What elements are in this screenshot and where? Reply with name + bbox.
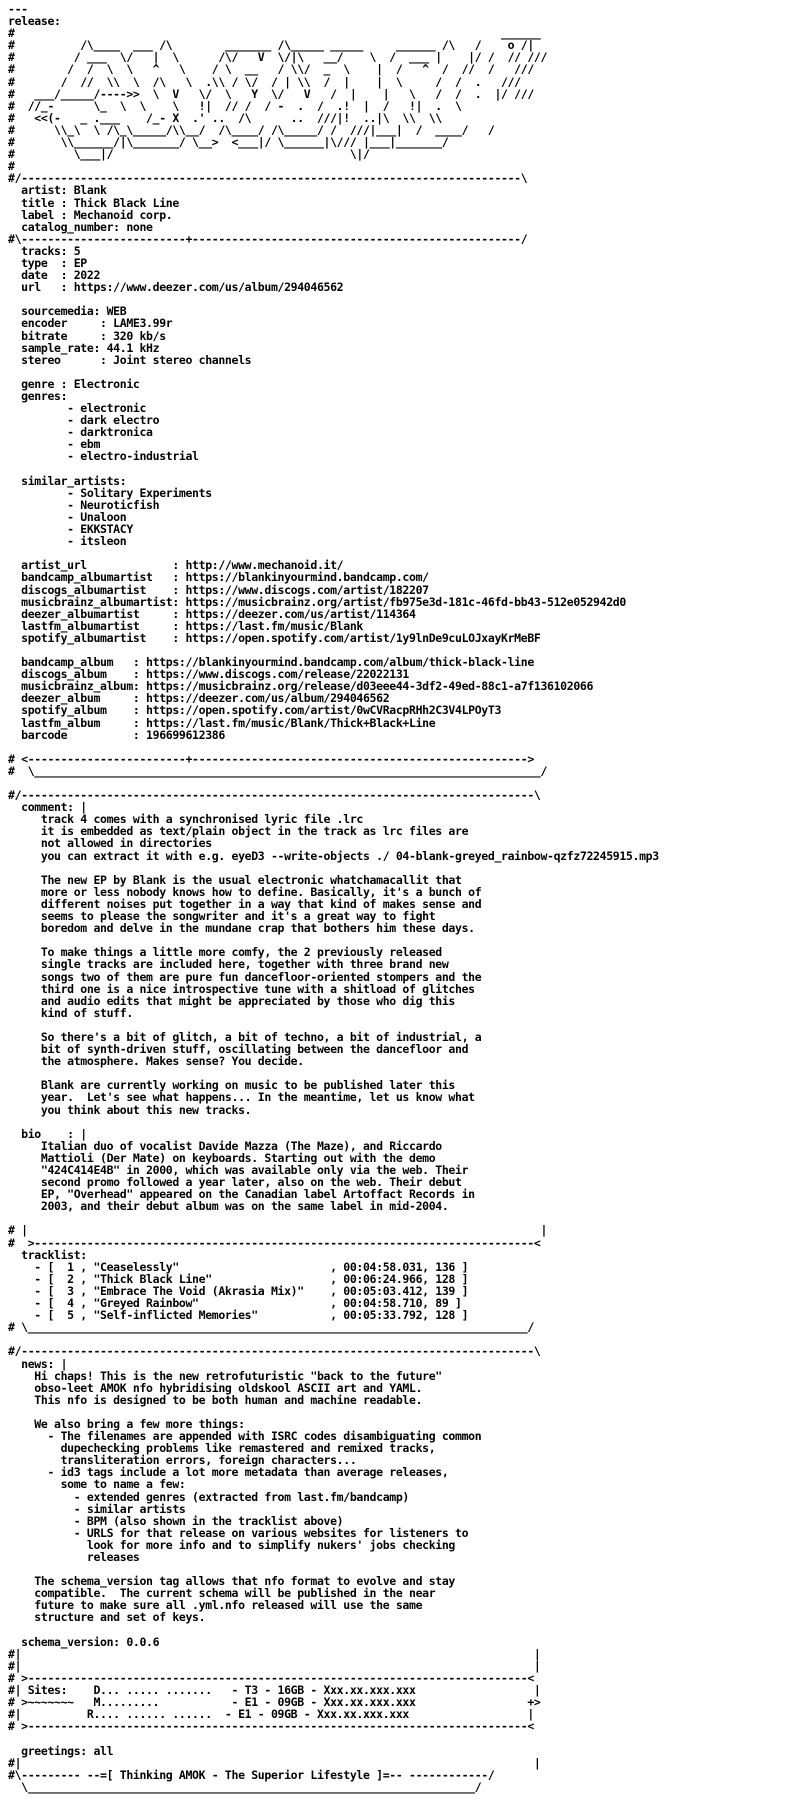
nfo-line: - similar artists xyxy=(8,1501,186,1516)
nfo-line: - darktronica xyxy=(8,425,153,440)
nfo-line: To make things a little more comfy, the 2 previously released xyxy=(8,945,442,960)
nfo-line: bandcamp_album : https://blankinyourmind.bandcamp.com/album/thick-black-line xyxy=(8,655,534,670)
nfo-line: #| | xyxy=(8,1755,541,1770)
nfo-line: - EKKSTACY xyxy=(8,522,133,537)
nfo-line: structure and set of keys. xyxy=(8,1610,206,1625)
nfo-line: musicbrainz_albumartist: https://musicbrainz.org/artist/fb975e3d-181c-46fd-bb43-512e052942d0 xyxy=(8,594,626,609)
nfo-line: The new EP by Blank is the usual electronic whatchamacallit that xyxy=(8,872,462,887)
nfo-line: - extended genres (extracted from last.fm/bandcamp) xyxy=(8,1489,409,1504)
nfo-line: - [ 3 , "Embrace The Void (Akrasia Mix)" , 00:05:03.412, 139 ] xyxy=(8,1283,469,1298)
nfo-line: deezer_albumartist : https://deezer.com/us/artist/114364 xyxy=(8,606,416,621)
nfo-line: #/----------------------------------------------------------------------------\ xyxy=(8,171,528,186)
nfo-line: compatible. The current schema will be published in the near xyxy=(8,1586,436,1601)
nfo-line: # / // \\ \ /\ \ .\\ / \/ / | \\ / | | \ / / . /// xyxy=(8,74,521,89)
nfo-line: - [ 5 , "Self-inflicted Memories" , 00:05:33.792, 128 ] xyxy=(8,1308,469,1323)
nfo-line: We also bring a few more things: xyxy=(8,1416,245,1431)
nfo-line: - [ 2 , "Thick Black Line" , 00:06:24.966, 128 ] xyxy=(8,1271,469,1286)
nfo-line: # ______ xyxy=(8,26,541,41)
nfo-line: type : EP xyxy=(8,255,87,270)
nfo-line: releases xyxy=(8,1550,140,1564)
nfo-line: - Unaloon xyxy=(8,509,127,524)
nfo-line: Blank are currently working on music to be published later this xyxy=(8,1078,456,1093)
nfo-line: - id3 tags include a lot more metadata than average releases, xyxy=(8,1465,449,1480)
nfo-line: comment: | xyxy=(8,800,87,815)
nfo-line: genre : Electronic xyxy=(8,376,140,391)
nfo-line: spotify_albumartist : https://open.spotify.com/artist/1y9lnDe9cuLOJxayKrMeBF xyxy=(8,630,541,645)
nfo-line xyxy=(8,1116,808,1128)
nfo-line: single tracks are included here, together with three brand new xyxy=(8,957,449,972)
nfo-line: # /\____ ___ /\ _______ /\_____ _____ ______ /\ / o /| xyxy=(8,38,534,53)
nfo-line: deezer_album : https://deezer.com/us/album/294046562 xyxy=(8,691,390,706)
nfo-line: discogs_albumartist : https://www.discogs.com/artist/182207 xyxy=(8,582,429,597)
nfo-line: obso-leet AMOK nfo hybridising oldskool ASCII art and YAML. xyxy=(8,1380,423,1395)
nfo-line: year. Let's see what happens... In the meantime, let us know what xyxy=(8,1090,475,1105)
nfo-line xyxy=(8,862,808,874)
nfo-line: artist_url : http://www.mechanoid.it/ xyxy=(8,558,344,573)
nfo-line: label : Mechanoid corp. xyxy=(8,207,173,222)
nfo-line: more or less nobody knows how to define. Basically, it's a bunch of xyxy=(8,884,482,899)
nfo-line: #/------------------------------------------------------------------------------\ xyxy=(8,788,541,803)
nfo-line: sourcemedia: WEB xyxy=(8,304,127,319)
nfo-line: #/------------------------------------------------------------------------------\ xyxy=(8,1344,541,1359)
nfo-line: #| Sites: D... ..... ....... - T3 - 16GB - Xxx.xx.xxx.xxx | xyxy=(8,1683,541,1698)
nfo-line: So there's a bit of glitch, a bit of techno, a bit of industrial, a xyxy=(8,1029,482,1044)
nfo-line: - [ 1 , "Ceaselessly" , 00:04:58.031, 136 ] xyxy=(8,1259,469,1274)
nfo-line: musicbrainz_album: https://musicbrainz.org/release/d03eee44-3df2-49ed-88c1-a7f136102066 xyxy=(8,679,594,694)
nfo-line xyxy=(8,1732,808,1744)
nfo-line: news: | xyxy=(8,1356,68,1371)
nfo-line: seems to please the songwriter and it's a great way to fight xyxy=(8,909,436,924)
nfo-line: different noises put together in a way that kind of makes sense and xyxy=(8,896,482,911)
nfo-line: - [ 4 , "Greyed Rainbow" , 00:04:58.710, 89 ] xyxy=(8,1296,462,1311)
nfo-line: the atmosphere. Makes sense? You decide. xyxy=(8,1054,304,1069)
nfo-line: bandcamp_albumartist : https://blankinyourmind.bandcamp.com/ xyxy=(8,570,429,585)
nfo-line: - Solitary Experiments xyxy=(8,485,212,500)
nfo-line: # >----------------------------------------------------------------------------< xyxy=(8,1670,534,1685)
nfo-line: # <<(- _ .___ /_- X .' .. /\ .. ///|! ..|\ \\ \\ xyxy=(8,110,442,125)
nfo-line: # ___/_____/---->> \ V \/ \ Y \/ V / | | \ / / . |/ /// xyxy=(8,86,534,101)
nfo-line: tracklist: xyxy=(8,1247,87,1262)
nfo-line: discogs_album : https://www.discogs.com/release/22022131 xyxy=(8,667,409,682)
nfo-line: # xyxy=(8,159,15,174)
nfo-line: # >----------------------------------------------------------------------------< xyxy=(8,1235,541,1250)
nfo-line: # | | xyxy=(8,1223,548,1238)
nfo-line: - dark electro xyxy=(8,413,160,428)
nfo-line: EP, "Overhead" appeared on the Canadian label Artoffact Records in xyxy=(8,1187,475,1202)
nfo-line: bit of synth-driven stuff, oscillating between the dancefloor and xyxy=(8,1042,469,1057)
nfo-line: #\--------- --=[ Thinking AMOK - The Superior Lifestyle ]=-- ------------/ xyxy=(8,1767,495,1782)
nfo-line: third one is a nice introspective tune with a shitload of glitches xyxy=(8,981,475,996)
nfo-line: genres: xyxy=(8,389,68,403)
nfo-line: artist: Blank xyxy=(8,183,107,198)
nfo-line: - The filenames are appended with ISRC codes disambiguating common xyxy=(8,1429,482,1444)
nfo-line: - electro-industrial xyxy=(8,449,199,464)
nfo-line: # \_____________________________________________________________________________/ xyxy=(8,763,548,778)
nfo-line xyxy=(8,293,808,305)
nfo-line: # / / \ \ ^ \ / \ __ / \\/ _ \ | / ^ / // / /// xyxy=(8,62,534,77)
nfo-line: # \____________________________________________________________________________/ xyxy=(8,1320,534,1335)
nfo-line: # \___|/ \|/ xyxy=(8,147,370,162)
nfo-line: - electronic xyxy=(8,401,147,416)
nfo-line: transliteration errors, foreign characters... xyxy=(8,1453,357,1468)
nfo-line: and audio edits that might be appreciated by those who dig this xyxy=(8,993,456,1008)
nfo-line: tracks: 5 xyxy=(8,243,81,258)
nfo-line: schema_version: 0.0.6 xyxy=(8,1634,160,1649)
nfo-line xyxy=(8,1624,808,1636)
nfo-line: \____________________________________________________________________/ xyxy=(8,1779,482,1794)
nfo-line: #| | xyxy=(8,1658,541,1673)
nfo-line: # \\_\ \ /\_\_____/\\__/ /\____/ /\_____/ / ///|___| / ____/ / xyxy=(8,122,495,137)
nfo-line: it is embedded as text/plain object in the track as lrc files are xyxy=(8,824,469,839)
nfo-line: --- xyxy=(8,2,28,16)
nfo-line: future to make sure all .yml.nfo released will use the same xyxy=(8,1598,423,1613)
nfo-line: # >----------------------------------------------------------------------------< xyxy=(8,1719,534,1734)
nfo-line: Hi chaps! This is the new retrofuturistic "back to the future" xyxy=(8,1368,442,1383)
nfo-line: boredom and delve in the mundane crap that bothers him these days. xyxy=(8,921,475,936)
nfo-line: lastfm_albumartist : https://last.fm/music/Blank xyxy=(8,618,363,633)
nfo-line: songs two of them are pure fun dancefloor-oriented stompers and the xyxy=(8,969,482,984)
nfo-line: 2003, and their debut album was on the same label in mid-2004. xyxy=(8,1199,449,1214)
nfo-line: track 4 comes with a synchronised lyric file .lrc xyxy=(8,812,363,827)
nfo-line: encoder : LAME3.99r xyxy=(8,316,173,331)
nfo-line: not allowed in directories xyxy=(8,836,212,851)
nfo-line: - itsleon xyxy=(8,534,127,549)
nfo-line: - URLS for that release on various websites for listeners to xyxy=(8,1525,469,1540)
nfo-line: spotify_album : https://open.spotify.com/artist/0wCVRacpRHh2C3V4LPOyT3 xyxy=(8,703,502,718)
nfo-line: url : https://www.deezer.com/us/album/294046562 xyxy=(8,280,344,295)
nfo-line: some to name a few: xyxy=(8,1477,186,1492)
nfo-line: - Neuroticfish xyxy=(8,497,160,512)
nfo-line: #\-------------------------+--------------------------------------------------/ xyxy=(8,231,528,246)
nfo-line: lastfm_album : https://last.fm/music/Blank/Thick+Black+Line xyxy=(8,715,436,730)
nfo-line: "424C414E4B" in 2000, which was available only via the web. Their xyxy=(8,1163,469,1177)
nfo-line: release: xyxy=(8,14,61,29)
nfo-line: kind of stuff. xyxy=(8,1005,133,1020)
nfo-line: you think about this new tracks. xyxy=(8,1102,252,1117)
nfo-line: # \\______/|\_______/ \__> <___|/ \______|\/// |___|_______/ xyxy=(8,135,449,150)
nfo-line xyxy=(8,741,808,753)
nfo-line: Italian duo of vocalist Davide Mazza (The Maze), and Riccardo xyxy=(8,1138,442,1153)
nfo-line: bio : | xyxy=(8,1126,87,1141)
nfo-line: #| R.... ...... ...... - E1 - 09GB - Xxx.xx.xxx.xxx | xyxy=(8,1707,534,1722)
nfo-line: The schema_version tag allows that nfo format to evolve and stay xyxy=(8,1574,456,1589)
nfo-line: date : 2022 xyxy=(8,268,101,283)
nfo-line: This nfo is designed to be both human and machine readable. xyxy=(8,1392,423,1407)
nfo-line: #| | xyxy=(8,1646,541,1661)
nfo-line: # / ___ \/ | \ /\/ V \/|\ __/ \ / ___ | |/ / // /// xyxy=(8,50,548,65)
nfo-line xyxy=(8,463,808,475)
nfo-line: bitrate : 320 kb/s xyxy=(8,328,166,343)
nfo-line: stereo : Joint stereo channels xyxy=(8,352,252,367)
nfo-line: Mattioli (Der Mate) on keyboards. Starting out with the demo xyxy=(8,1150,436,1165)
nfo-line: you can extract it with e.g. eyeD3 --write-objects ./ 04-blank-greyed_rainbow-qzfz72245915.mp3 xyxy=(8,848,659,863)
nfo-line: sample_rate: 44.1 kHz xyxy=(8,340,160,355)
nfo-line: - BPM (also shown in the tracklist above) xyxy=(8,1513,344,1528)
nfo-line: # >~~~~~~~ M......... - E1 - 09GB - Xxx.xx.xxx.xxx +> xyxy=(8,1695,541,1710)
nfo-line: second promo followed a year later, also on the web. Their debut xyxy=(8,1175,462,1190)
nfo-line: similar_artists: xyxy=(8,473,127,488)
nfo-line: greetings: all xyxy=(8,1743,114,1758)
nfo-line: # <------------------------+---------------------------------------------------> xyxy=(8,751,534,766)
nfo-line: catalog_number: none xyxy=(8,219,153,234)
nfo-line: barcode : 196699612386 xyxy=(8,727,225,742)
nfo-line: title : Thick Black Line xyxy=(8,195,179,210)
nfo-line: look for more info and to simplify nukers' jobs checking xyxy=(8,1537,456,1552)
nfo-line: - ebm xyxy=(8,437,101,452)
nfo-line: # //_- \_ \ \ \ !| // / / - . / .! | / !| . \ xyxy=(8,98,475,113)
nfo-line: dupechecking problems like remastered and remixed tracks, xyxy=(8,1441,436,1456)
